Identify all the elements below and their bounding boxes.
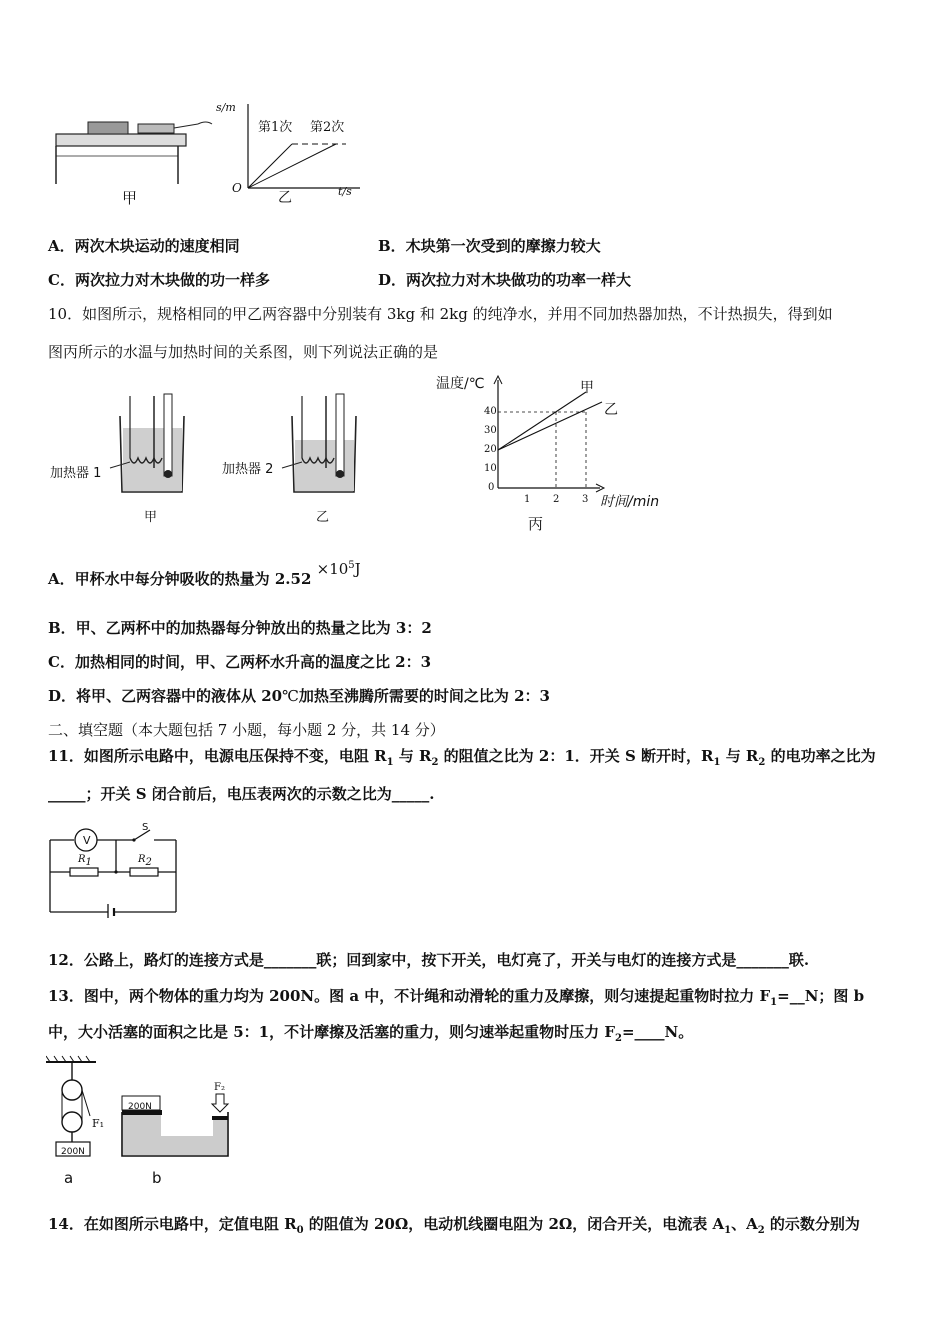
q11-text: 与 R: [720, 747, 759, 765]
r2-letter: R: [138, 854, 146, 865]
legend-second: 第2次: [310, 120, 345, 135]
section-2-heading: 二、填空题（本大题包括 7 小题，每小题 2 分，共 14 分）: [48, 721, 445, 739]
q14-text: 的示数分别为: [764, 1215, 860, 1233]
q13-text: 中，大小活塞的面积之比是 5：1，不计摩擦及活塞的重力，则匀速举起重物时压力 F: [48, 1023, 615, 1041]
q9-option-c: C．两次拉力对木块做的功一样多: [48, 271, 270, 289]
q13-figure-b: [118, 1084, 248, 1194]
series-jia-label: 甲: [580, 380, 594, 396]
q10-stem-line2: 图丙所示的水温与加热时间的关系图，则下列说法正确的是: [48, 343, 439, 361]
fig-yi-label: 乙: [278, 190, 292, 206]
q13-stem-line2: [48, 1022, 693, 1049]
q10-option-a: [48, 560, 361, 589]
q10-option-b: B．甲、乙两杯中的加热器每分钟放出的热量之比为 3：2: [48, 619, 432, 637]
q10-beaker-jia: [50, 388, 200, 528]
beaker-jia-illustration: [50, 388, 200, 528]
r2-label: [138, 850, 152, 873]
axis-s-label: s/m: [216, 101, 236, 114]
x-axis-label: 时间/min: [600, 494, 660, 510]
q10-option-d: [48, 686, 550, 706]
x-tick: 3: [582, 494, 589, 505]
q14-text: 14．在如图所示电路中，定值电阻 R: [48, 1215, 297, 1233]
subscript: 1: [713, 757, 721, 768]
q14-text: 、A: [731, 1215, 758, 1233]
subscript: 1: [386, 757, 394, 768]
circuit-diagram: [46, 818, 186, 918]
subscript: 0: [296, 1225, 304, 1236]
subscript: 2: [758, 757, 766, 768]
fig-a-label: a: [64, 1169, 74, 1187]
temperature-time-graph: [430, 370, 680, 540]
q9-option-b: B．木块第一次受到的摩擦力较大: [378, 237, 601, 255]
fig-b-label: b: [152, 1169, 162, 1187]
q10-option-d-pre: D．将甲、乙两容器中的液体从 20: [48, 687, 283, 705]
pulley-illustration: [46, 1054, 116, 1194]
legend-first: 第1次: [258, 120, 293, 135]
celsius-unit: ℃: [282, 687, 299, 705]
r1-letter: R: [78, 854, 86, 865]
q11-stem-line1: [48, 746, 876, 773]
r2-sub: 2: [145, 857, 152, 868]
subscript: 2: [757, 1225, 765, 1236]
r1-label: [78, 850, 92, 873]
q13-text: =____N。: [621, 1023, 694, 1041]
series-yi-label: 乙: [604, 402, 618, 418]
q13-figure-a: [46, 1054, 116, 1194]
q9-figure-jia: [48, 112, 218, 212]
q11-text: 与 R: [393, 747, 432, 765]
switch-label: S: [142, 822, 149, 833]
y-tick: 10: [484, 463, 497, 474]
origin-label: O: [232, 181, 242, 195]
subscript: 1: [770, 997, 778, 1008]
q10-option-c: C．加热相同的时间，甲、乙两杯水升高的温度之比 2：3: [48, 653, 432, 671]
x-tick: 1: [524, 494, 531, 505]
unit-joule: J: [354, 560, 361, 578]
q11-text: 的阻值之比为 2：1．开关 S 断开时，R: [438, 747, 714, 765]
f2-label: F₂: [214, 1082, 225, 1093]
cup-jia-label: 甲: [144, 510, 158, 525]
q12-stem: 12．公路上，路灯的连接方式是_______联；回到家中，按下开关，电灯亮了，开关与电灯的连接方式是_______联.: [48, 951, 810, 969]
q11-circuit-figure: [46, 818, 186, 918]
x-tick: 2: [553, 494, 560, 505]
y-tick: 40: [484, 406, 497, 417]
y-axis-label: 温度/℃: [436, 376, 485, 392]
graph-bing-label: 丙: [528, 515, 544, 533]
y-tick: 20: [484, 444, 497, 455]
q9-option-d: D．两次拉力对木块做功的功率一样大: [378, 271, 632, 289]
fig-jia-label: 甲: [122, 189, 138, 207]
subscript: 2: [431, 757, 439, 768]
subscript: 2: [614, 1033, 622, 1044]
q13-stem-line1: [48, 986, 864, 1013]
heater1-label: 加热器 1: [50, 466, 102, 481]
q13-text: 13．图中，两个物体的重力均为 200N。图 a 中，不计绳和动滑轮的重力及摩擦，则匀速提起重物时拉力 F: [48, 987, 771, 1005]
voltmeter-label: V: [83, 834, 91, 847]
exponent: 5: [348, 560, 355, 571]
weight-a-label: 200N: [61, 1147, 85, 1157]
times-ten: ×10: [316, 560, 349, 578]
cup-yi-label: 乙: [316, 510, 330, 525]
r1-sub: 1: [85, 857, 92, 868]
heater2-label: 加热器 2: [222, 462, 274, 477]
q9-option-a: A．两次木块运动的速度相同: [48, 237, 240, 255]
q13-text: =__N；图 b: [777, 987, 865, 1005]
q10-stem-line1: 10．如图所示，规格相同的甲乙两容器中分别装有 3kg 和 2kg 的纯净水，并用不同加热器加热，不计热损失，得到如: [48, 305, 833, 323]
q9-figure-yi: [216, 98, 368, 208]
f1-label: F₁: [92, 1117, 105, 1130]
y-tick: 30: [484, 425, 497, 436]
hydraulic-press-illustration: [118, 1084, 248, 1164]
q11-text: 的电功率之比为: [765, 747, 876, 765]
y-tick: 0: [488, 482, 495, 493]
beaker-yi-illustration: [222, 388, 372, 528]
q11-stem-line2: _____；开关 S 闭合前后，电压表两次的示数之比为_____.: [48, 785, 435, 803]
q14-text: 的阻值为 20Ω，电动机线圈电阻为 2Ω，闭合开关，电流表 A: [303, 1215, 725, 1233]
q10-graph-bing: [430, 370, 680, 540]
q10-beaker-yi: [222, 388, 372, 528]
q10-option-a-text: A．甲杯水中每分钟吸收的热量为 2.52: [48, 570, 312, 588]
subscript: 1: [724, 1225, 732, 1236]
q14-stem-line1: [48, 1214, 860, 1241]
weight-b-label: 200N: [128, 1102, 152, 1112]
q11-text: 11．如图所示电路中，电源电压保持不变，电阻 R: [48, 747, 387, 765]
q10-option-a-power: [317, 560, 361, 578]
q10-option-d-post: 加热至沸腾所需要的时间之比为 2：3: [298, 687, 550, 705]
axis-t-label: t/s: [338, 185, 352, 198]
